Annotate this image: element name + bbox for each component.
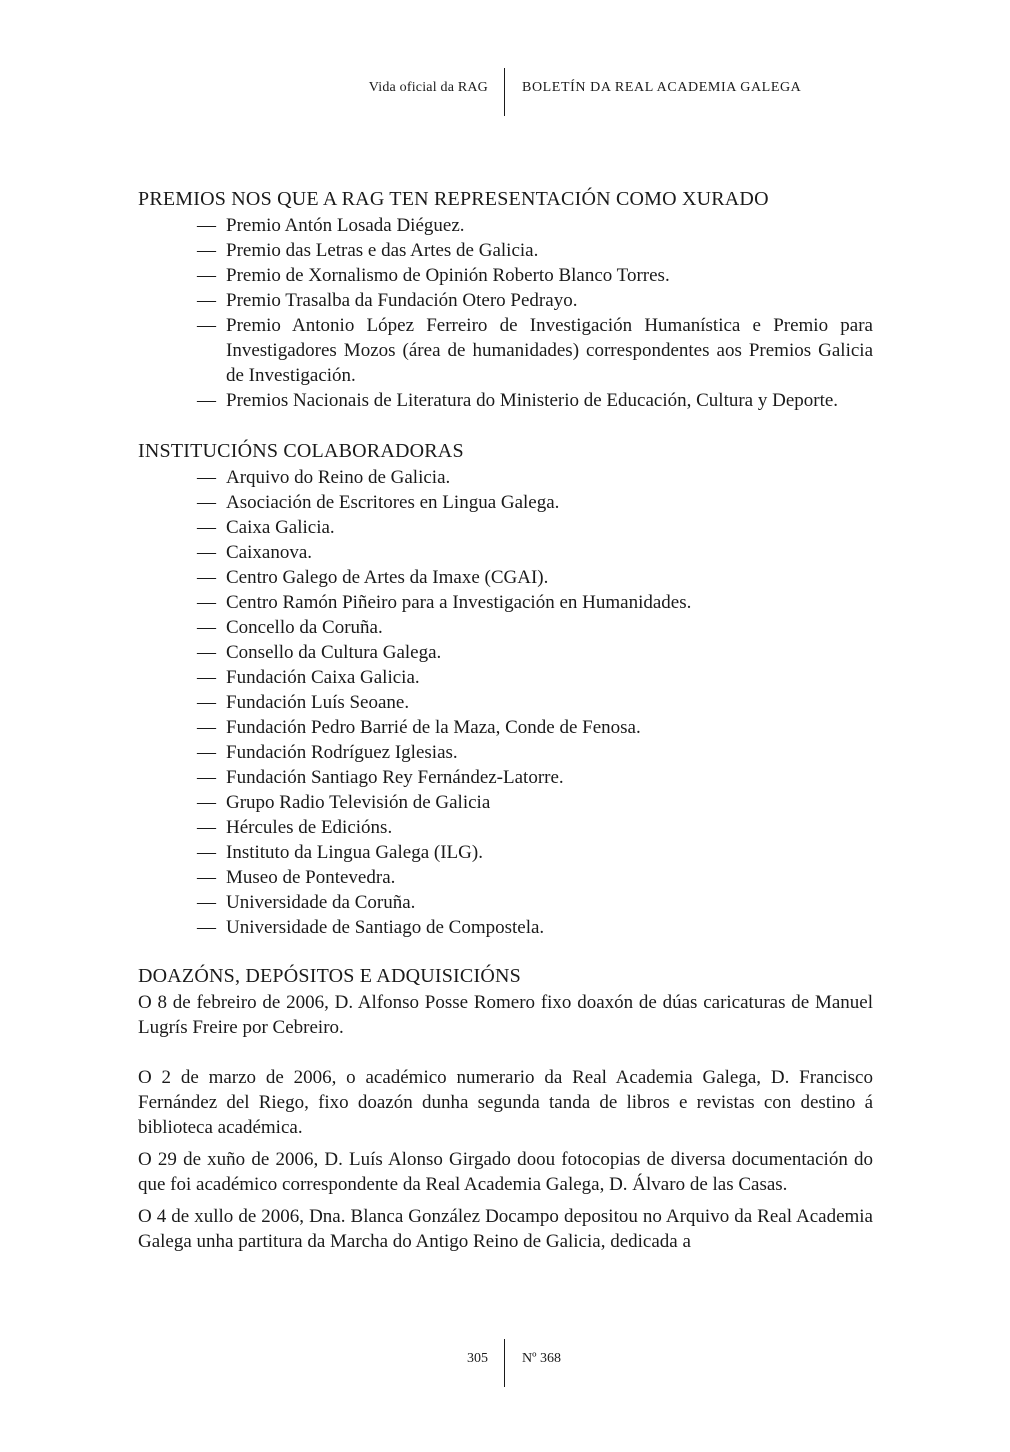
institucions-list <box>138 465 873 940</box>
list-item-text: Premio Antonio López Ferreiro de Investigación Humanística e Premio para Investigadores Mozos (área de humanidades) correspondentes aos Premios Galicia de Investigación. <box>226 315 873 386</box>
paragraph: O 2 de marzo de 2006, o académico numerario da Real Academia Galega, D. Francisco Fernández del Riego, fixo doazón dunha segunda tanda de libros e revistas con destino á biblioteca académica. <box>138 1067 873 1138</box>
page-content <box>138 186 873 1254</box>
list-item <box>138 313 873 388</box>
dash-marker: — <box>197 290 216 311</box>
list-item <box>138 490 873 515</box>
dash-marker: — <box>197 390 216 411</box>
header-divider <box>504 68 505 116</box>
dash-marker: — <box>197 717 216 738</box>
running-footer <box>0 1339 1010 1387</box>
list-item-text: Premio de Xornalismo de Opinión Roberto Blanco Torres. <box>226 265 670 286</box>
list-item <box>138 915 873 940</box>
list-item <box>138 840 873 865</box>
list-item-text: Premios Nacionais de Literatura do Ministerio de Educación, Cultura y Deporte. <box>226 390 839 411</box>
section-spacer <box>138 940 873 963</box>
dash-marker: — <box>197 215 216 236</box>
dash-marker: — <box>197 817 216 838</box>
list-item-text: Centro Ramón Piñeiro para a Investigación en Humanidades. <box>226 592 692 613</box>
list-item-text: Museo de Pontevedra. <box>226 867 396 888</box>
dash-marker: — <box>197 492 216 513</box>
dash-marker: — <box>197 642 216 663</box>
list-item <box>138 540 873 565</box>
list-item-text: Hércules de Edicións. <box>226 817 393 838</box>
list-item-text: Fundación Pedro Barrié de la Maza, Conde de Fenosa. <box>226 717 641 738</box>
list-item-text: Centro Galego de Artes da Imaxe (CGAI). <box>226 567 549 588</box>
list-item-text: Fundación Caixa Galicia. <box>226 667 420 688</box>
list-item <box>138 590 873 615</box>
list-item <box>138 263 873 288</box>
list-item <box>138 565 873 590</box>
dash-marker: — <box>197 567 216 588</box>
section-heading-doazons: DOAZÓNS, DEPÓSITOS E ADQUISICIÓNS <box>138 965 521 987</box>
section-heading-institucions: INSTITUCIÓNS COLABORADORAS <box>138 440 464 462</box>
paragraph: O 29 de xuño de 2006, D. Luís Alonso Girgado doou fotocopias de diversa documentación do que foi académico correspondente da Real Academia Galega, D. Álvaro de las Casas. <box>138 1149 873 1195</box>
list-item <box>138 740 873 765</box>
list-item-text: Arquivo do Reino de Galicia. <box>226 467 451 488</box>
dash-marker: — <box>197 742 216 763</box>
dash-marker: — <box>197 892 216 913</box>
dash-marker: — <box>197 842 216 863</box>
premios-list <box>138 213 873 413</box>
list-item <box>138 640 873 665</box>
footer-divider <box>504 1339 505 1387</box>
dash-marker: — <box>197 592 216 613</box>
list-item-text: Fundación Luís Seoane. <box>226 692 410 713</box>
dash-marker: — <box>197 767 216 788</box>
list-item-text: Consello da Cultura Galega. <box>226 642 442 663</box>
list-item-text: Fundación Santiago Rey Fernández-Latorre. <box>226 767 564 788</box>
section-spacer <box>138 413 873 438</box>
list-item-text: Universidade de Santiago de Compostela. <box>226 917 545 938</box>
dash-marker: — <box>197 542 216 563</box>
dash-marker: — <box>197 265 216 286</box>
list-item-text: Premio Trasalba da Fundación Otero Pedrayo. <box>226 290 578 311</box>
list-item-text: Caixa Galicia. <box>226 517 335 538</box>
list-item-text: Premio Antón Losada Diéguez. <box>226 215 465 236</box>
list-item <box>138 465 873 490</box>
list-item-text: Universidade da Coruña. <box>226 892 416 913</box>
section-heading-premios: PREMIOS NOS QUE A RAG TEN REPRESENTACIÓN COMO XURADO <box>138 188 769 210</box>
dash-marker: — <box>197 692 216 713</box>
header-section-title: Vida oficial da RAG <box>368 80 488 95</box>
running-header <box>0 68 1010 116</box>
list-item-text: Concello da Coruña. <box>226 617 383 638</box>
page-number: 305 <box>467 1351 488 1366</box>
list-item <box>138 515 873 540</box>
list-item-text: Premio das Letras e das Artes de Galicia. <box>226 240 539 261</box>
issue-number: Nº 368 <box>522 1351 561 1366</box>
list-item-text: Caixanova. <box>226 542 313 563</box>
dash-marker: — <box>197 467 216 488</box>
dash-marker: — <box>197 792 216 813</box>
list-item <box>138 865 873 890</box>
list-item <box>138 288 873 313</box>
list-item <box>138 213 873 238</box>
list-item <box>138 238 873 263</box>
paragraph-spacer <box>138 1040 873 1065</box>
list-item <box>138 715 873 740</box>
header-publication-title: BOLETÍN DA REAL ACADEMIA GALEGA <box>522 80 802 95</box>
list-item <box>138 615 873 640</box>
list-item <box>138 765 873 790</box>
paragraph-spacer <box>138 1140 873 1147</box>
paragraph: O 4 de xullo de 2006, Dna. Blanca González Docampo depositou no Arquivo da Real Academia Galega unha partitura da Marcha do Antigo Reino de Galicia, dedicada a <box>138 1206 873 1252</box>
paragraph-spacer <box>138 1197 873 1204</box>
dash-marker: — <box>197 667 216 688</box>
list-item <box>138 815 873 840</box>
list-item-text: Grupo Radio Televisión de Galicia <box>226 792 491 813</box>
list-item <box>138 665 873 690</box>
dash-marker: — <box>197 617 216 638</box>
list-item <box>138 890 873 915</box>
list-item-text: Asociación de Escritores en Lingua Galega. <box>226 492 560 513</box>
dash-marker: — <box>197 917 216 938</box>
dash-marker: — <box>197 240 216 261</box>
dash-marker: — <box>197 315 216 336</box>
list-item-text: Fundación Rodríguez Iglesias. <box>226 742 458 763</box>
dash-marker: — <box>197 867 216 888</box>
paragraph: O 8 de febreiro de 2006, D. Alfonso Posse Romero fixo doaxón de dúas caricaturas de Manuel Lugrís Freire por Cebreiro. <box>138 992 873 1038</box>
list-item <box>138 690 873 715</box>
list-item-text: Instituto da Lingua Galega (ILG). <box>226 842 483 863</box>
list-item <box>138 388 873 413</box>
dash-marker: — <box>197 517 216 538</box>
list-item <box>138 790 873 815</box>
